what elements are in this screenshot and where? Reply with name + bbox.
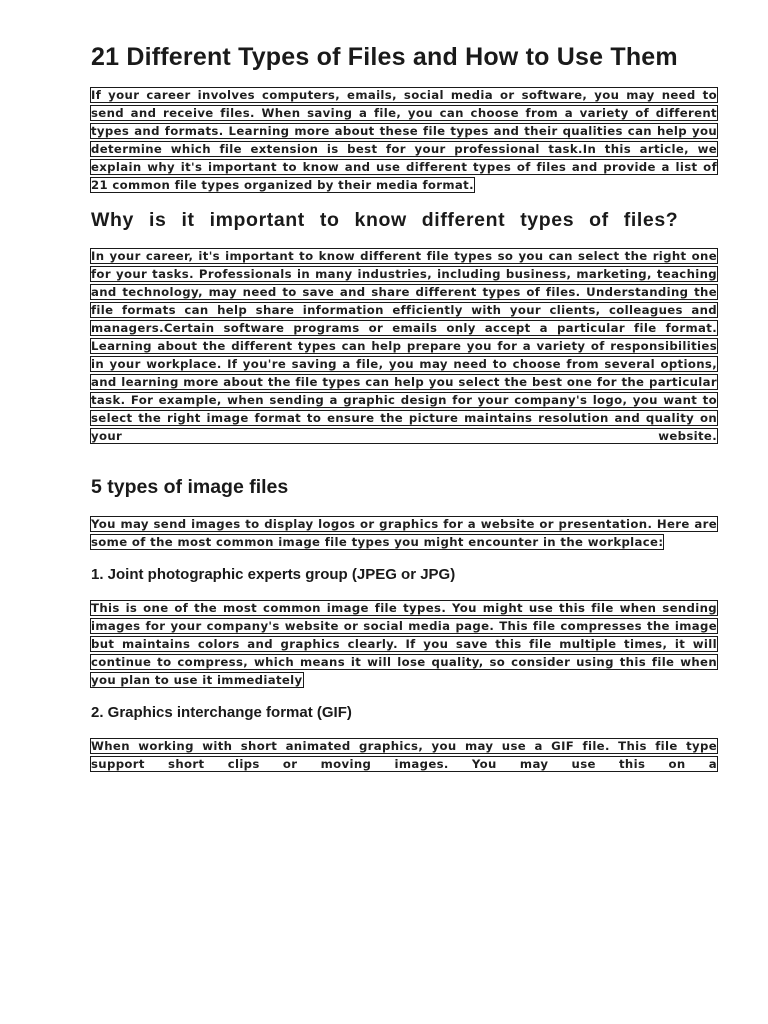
section-heading-image-files: 5 types of image files bbox=[91, 476, 289, 498]
subheading-gif: 2. Graphics interchange format (GIF) bbox=[91, 704, 352, 721]
section-heading-why: Why is it important to know different types of files? bbox=[91, 209, 679, 231]
article-title: 21 Different Types of Files and How to Use Them bbox=[91, 43, 678, 71]
article bbox=[91, 40, 717, 773]
gif-paragraph bbox=[91, 737, 717, 773]
subheading-jpeg: 1. Joint photographic experts group (JPEG or JPG) bbox=[91, 566, 456, 583]
jpeg-paragraph bbox=[91, 599, 717, 689]
why-text: In your career, it's important to know different file types so you can select the right one for your tasks. Professionals in many industries, including business, marketing, teaching and technology, may need to save and share different types of files. Understanding the file formats can help share information efficiently with your clients, colleagues and managers.Certain software programs or emails only accept a particular file format. Learning about the different types can help prepare you for a variety of responsibilities in your workplace. If you're saving a file, you may need to choose from several options, and learning more about the file types can help you select the best one for the particular task. For example, when sending a graphic design for your company's logo, you want to select the right image format to ensure the picture maintains resolution and quality on your website. bbox=[91, 249, 717, 443]
why-paragraph bbox=[91, 247, 717, 445]
intro-text: If your career involves computers, emails, social media or software, you may need to send and receive files. When saving a file, you can choose from a variety of different types and formats. Learning more about these file types and their qualities can help you determine which file extension is best for your professional task.In this article, we explain why it's important to know and use different types of files and provide a list of 21 common file types organized by their media format. bbox=[91, 88, 717, 192]
gif-text: When working with short animated graphics, you may use a GIF file. This file type support short clips or moving images. You may use this on a bbox=[91, 739, 717, 771]
jpeg-text: This is one of the most common image file types. You might use this file when sending images for your company's website or social media page. This file compresses the image but maintains colors and graphics clearly. If you save this file multiple times, it will continue to compress, which means it will lose quality, so consider using this file when you plan to use it immediately bbox=[91, 601, 717, 687]
intro-paragraph bbox=[91, 86, 717, 194]
image-intro-text: You may send images to display logos or graphics for a website or presentation. Here are some of the most common image file types you might encounter in the workplace: bbox=[91, 517, 717, 549]
image-intro-paragraph bbox=[91, 515, 717, 551]
